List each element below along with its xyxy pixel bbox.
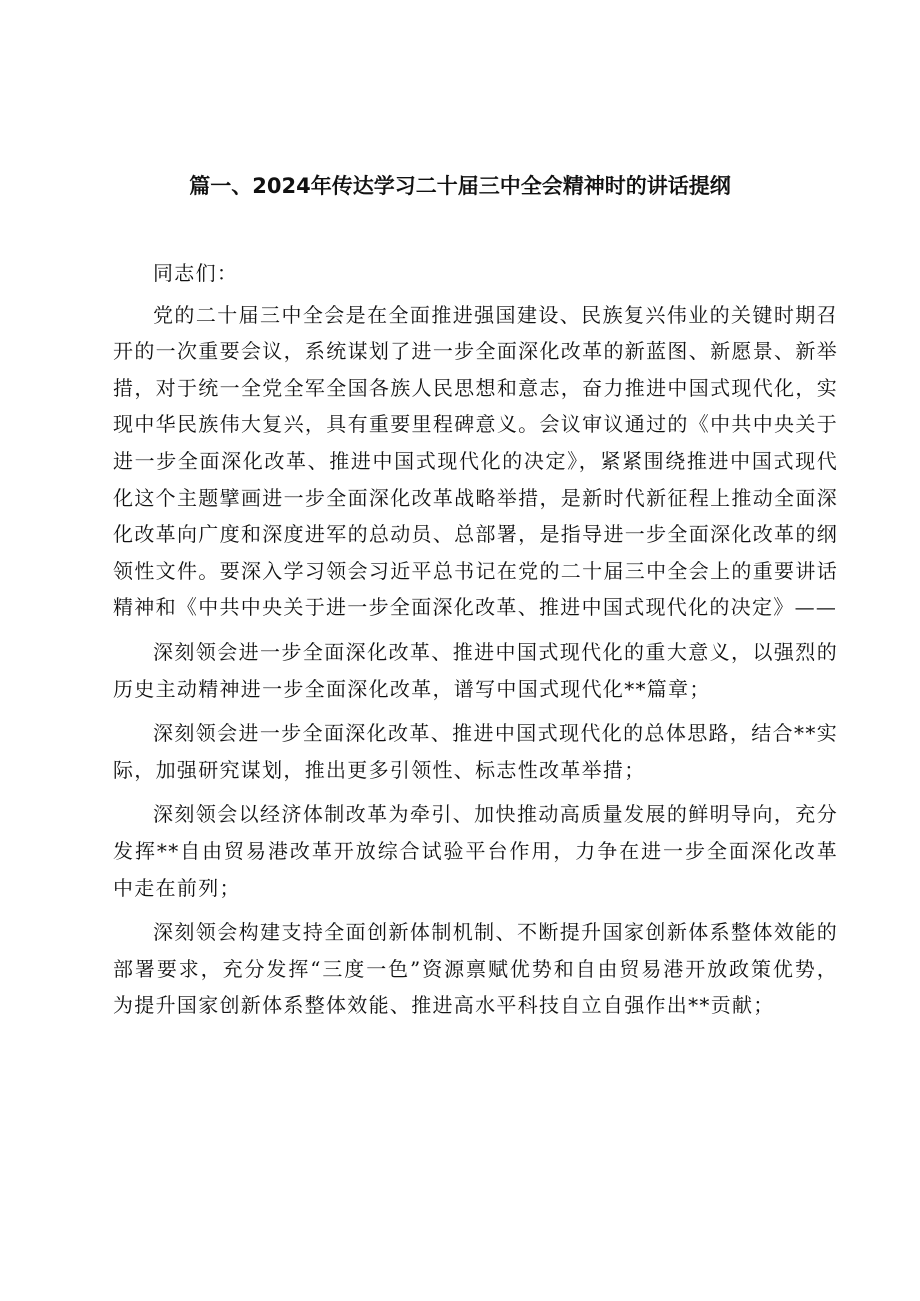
paragraph-point-1: 深刻领会进一步全面深化改革、推进中国式现代化的重大意义，以强烈的历史主动精神进一步全面深化改革，谱写中国式现代化**篇章； — [113, 639, 838, 701]
document-body — [113, 255, 838, 1024]
paragraph-point-3: 深刻领会以经济体制改革为牵引、加快推动高质量发展的鲜明导向，充分发挥**自由贸易港改革开放综合试验平台作用，力争在进一步全面深化改革中走在前列； — [113, 802, 838, 900]
document-title: 篇一、2024年传达学习二十届三中全会精神时的讲话提纲 — [189, 174, 731, 198]
paragraph-point-4: 深刻领会构建支持全面创新体制机制、不断提升国家创新体系整体效能的部署要求，充分发挥“三度一色”资源禀赋优势和自由贸易港开放政策优势，为提升国家创新体系整体效能、推进高水平科技自立自强作出**贡献； — [113, 920, 838, 1018]
paragraph-intro: 党的二十届三中全会是在全面推进强国建设、民族复兴伟业的关键时期召开的一次重要会议，系统谋划了进一步全面深化改革的新蓝图、新愿景、新举措，对于统一全党全军全国各族人民思想和意志，奋力推进中国式现代化，实现中华民族伟大复兴，具有重要里程碑意义。会议审议通过的《中共中央关于进一步全面深化改革、推进中国式现代化的决定》，紧紧围绕推进中国式现代化这个主题擘画进一步全面深化改革战略举措，是新时代新征程上推动全面深化改革向广度和深度进军的总动员、总部署，是指导进一步全面深化改革的纲领性文件。要深入学习领会习近平总书记在党的二十届三中全会上的重要讲话精神和《中共中央关于进一步全面深化改革、推进中国式现代化的决定》—— — [113, 302, 838, 620]
paragraph-point-2: 深刻领会进一步全面深化改革、推进中国式现代化的总体思路，结合**实际，加强研究谋划，推出更多引领性、标志性改革举措； — [113, 721, 838, 782]
salutation: 同志们： — [153, 261, 239, 285]
